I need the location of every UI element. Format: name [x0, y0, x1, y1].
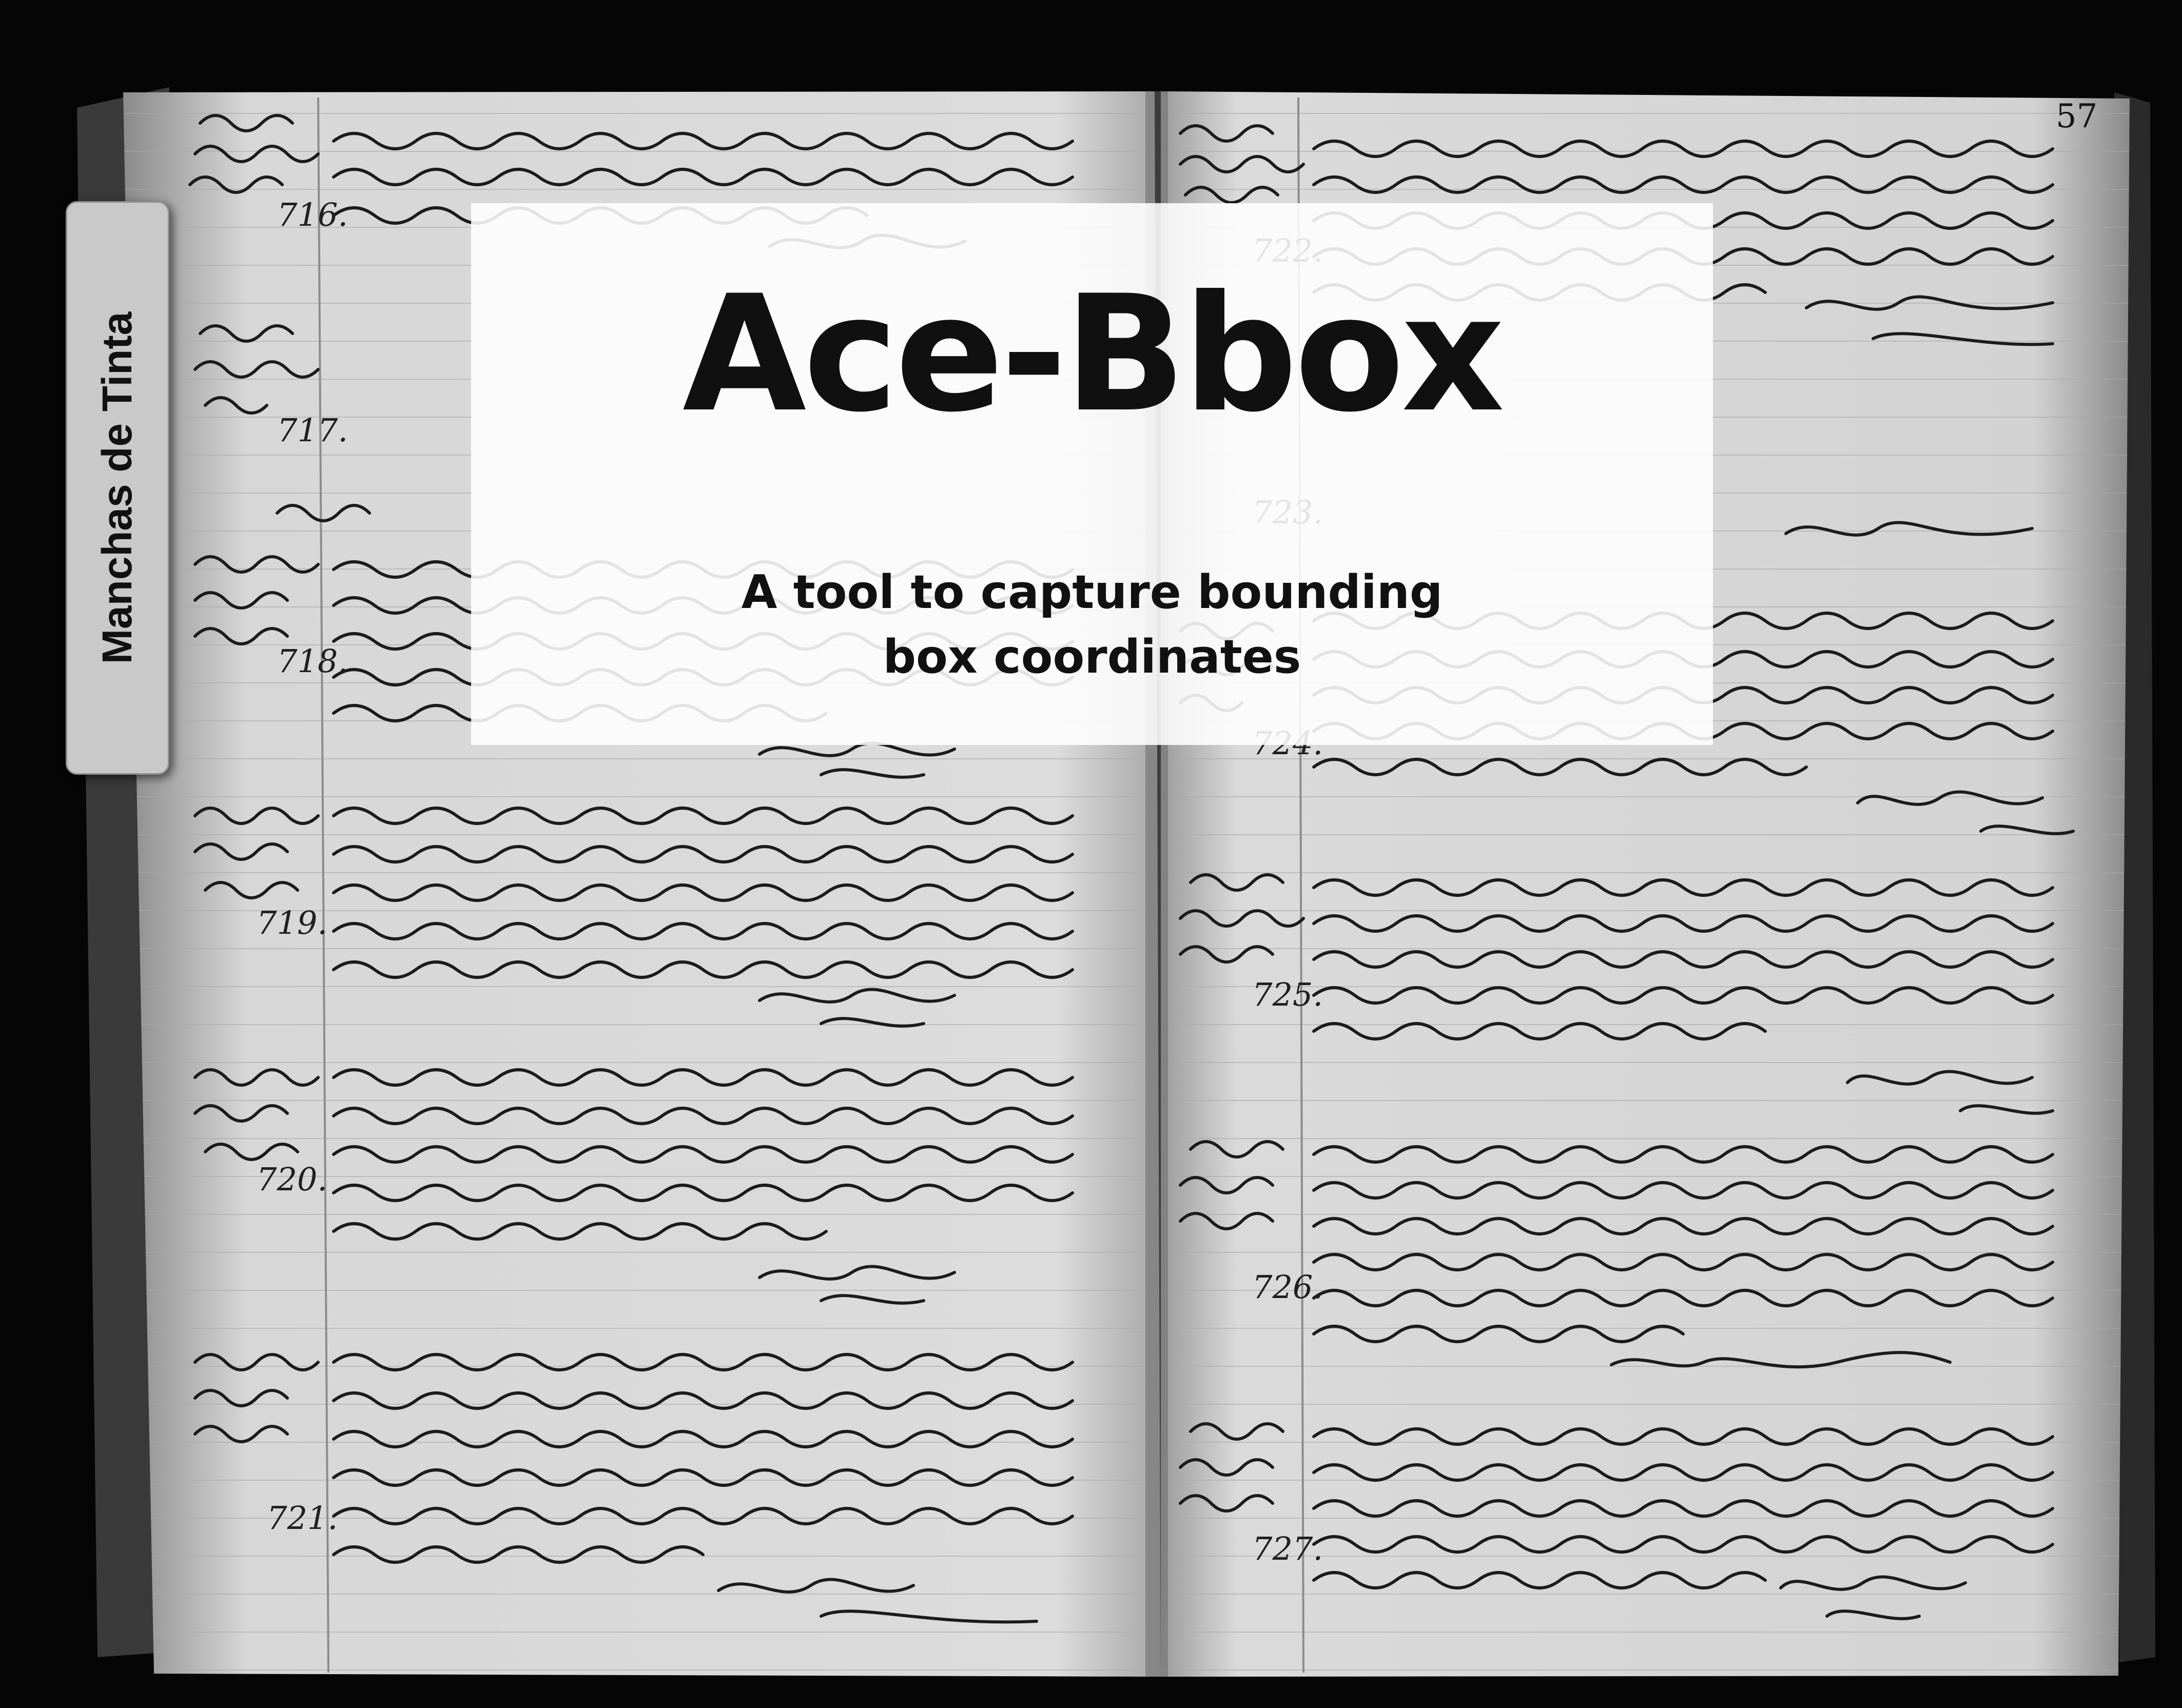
entry-number: 720. [257, 1161, 328, 1198]
entry-number: 719. [257, 904, 328, 941]
entry-number: 721. [267, 1499, 338, 1537]
page-number: 57 [2056, 97, 2098, 135]
app-subtitle-line-2: box coordinates [883, 630, 1301, 684]
entry-number: 718. [277, 642, 348, 680]
app-title: Ace-Bbox [682, 261, 1502, 447]
app-subtitle-line-1: A tool to capture bounding [741, 565, 1443, 619]
entry-number: 727. [1252, 1530, 1323, 1567]
entry-number: 726. [1252, 1268, 1323, 1306]
entry-number: 717. [277, 411, 348, 449]
category-tab[interactable] [66, 201, 169, 775]
category-tab-label: Manchas de Tinta [94, 311, 141, 664]
entry-number: 716. [277, 196, 348, 233]
entry-number: 725. [1252, 976, 1323, 1013]
title-banner [471, 203, 1713, 745]
